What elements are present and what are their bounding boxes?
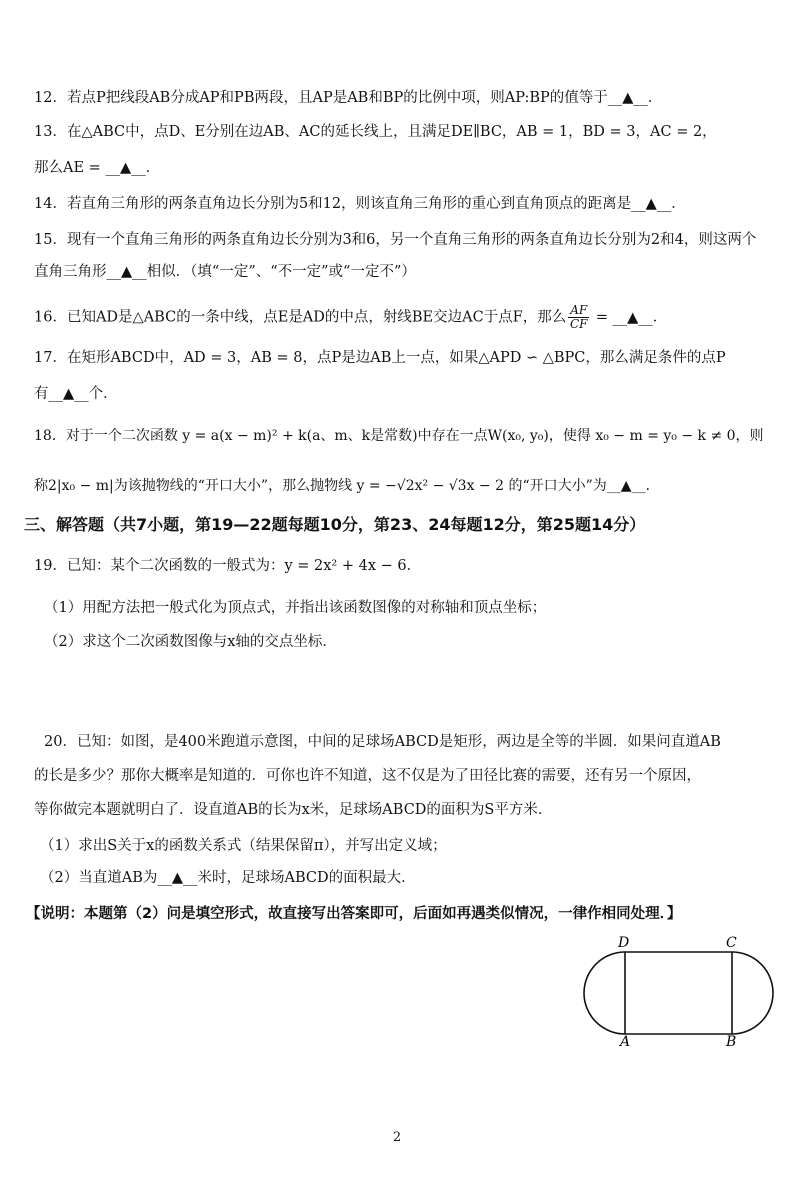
note-text: 【说明：本题第（2）问是填空形式，故直接写出答案即可，后面如再遇类似情况，一律作相同处理．】 (26, 906, 682, 922)
question-14: 14．若直角三角形的两条直角边长分别为5和12，则该直角三角形的重心到直角顶点的距离是__▲__． (34, 196, 686, 212)
question-17-line-1: 17．在矩形ABCD中，AD = 3，AB = 8，点P是边AB上一点，如果△APD ∽ △BPC，那么满足条件的点P (34, 350, 726, 366)
question-20-line-3: 等你做完本题就明白了．设直道AB的长为x米，足球场ABCD的面积为S平方米． (34, 802, 553, 818)
page-number: 2 (392, 1130, 402, 1145)
question-18-line-1: 18．对于一个二次函数 y = a(x − m)² + k(a、m、k是常数)中存在一点W(x₀, y₀)，使得 x₀ − m = y₀ − k ≠ 0，则 (34, 428, 764, 444)
track-figure (580, 930, 780, 1050)
answer-blank-18: __▲__ (606, 478, 646, 494)
fraction-af-cf: $\frac{AF}{CF}$ (569, 303, 588, 331)
question-20-part-2: （2）当直道AB为__▲__米时，足球场ABCD的面积最大． (40, 870, 416, 886)
answer-blank-16: __▲__ (612, 309, 653, 326)
question-13-line-2: 那么AE = __▲__． (34, 160, 161, 176)
label-d: D (618, 935, 630, 951)
question-19-stem: 19．已知：某个二次函数的一般式为：y = 2x² + 4x − 6． (34, 558, 422, 574)
question-15-line-2: 直角三角形__▲__相似．（填“一定”、“不一定”或“一定不”） (34, 264, 416, 280)
answer-blank-12: __▲__ (607, 90, 648, 106)
label-b: B (726, 1034, 737, 1050)
question-20-part-1: （1）求出S关于x的函数关系式（结果保留π），并写出定义域； (40, 838, 447, 854)
question-19-part-1: （1）用配方法把一般式化为顶点式，并指出该函数图像的对称轴和顶点坐标； (44, 600, 547, 616)
question-13-line-1: 13．在△ABC中，点D、E分别在边AB、AC的延长线上，且满足DE∥BC，AB = 1，BD = 3，AC = 2， (34, 124, 717, 140)
label-c: C (726, 935, 737, 951)
section-heading-3: 三、解答题（共7小题，第19—22题每题10分，第23、24每题12分，第25题14分） (24, 515, 646, 534)
q12-text: 12．若点P把线段AB分成AP和PB两段，且AP是AB和BP的比例中项，则AP:BP的值等于 (34, 90, 608, 106)
label-a: A (620, 1034, 631, 1050)
question-20-line-1: 20．已知：如图，是400米跑道示意图，中间的足球场ABCD是矩形，两边是全等的半圆．如果问直道AB (44, 734, 721, 750)
question-12: 12．若点P把线段AB分成AP和PB两段，且AP是AB和BP的比例中项，则AP:BP的值等于__▲__． (34, 90, 663, 106)
question-15-line-1: 15．现有一个直角三角形的两条直角边长分别为3和6，另一个直角三角形的两条直角边长分别为2和4，则这两个 (34, 232, 757, 248)
answer-blank-17: __▲__ (48, 386, 89, 402)
question-20-line-2: 的长是多少？那你大概率是知道的．可你也许不知道，这不仅是为了田径比赛的需要，还有另一个原因， (34, 768, 701, 784)
track-outline (584, 952, 773, 1034)
question-16: 16．已知AD是△ABC的一条中线，点E是AD的中点，射线BE交边AC于点F，那么 $\frac{AF}{CF}$ = __▲__． (34, 303, 668, 331)
question-19-part-2: （2）求这个二次函数图像与x轴的交点坐标． (44, 634, 337, 650)
question-17-line-2: 有__▲__个． (34, 386, 118, 402)
answer-blank-14: __▲__ (631, 196, 672, 212)
answer-blank-13: __▲__ (105, 160, 146, 176)
question-18-line-2: 称2|x₀ − m|为该抛物线的“开口大小”，那么抛物线 y = −√2x² − √3x − 2 的“开口大小”为__▲__． (34, 478, 660, 494)
answer-blank-20: __▲__ (157, 870, 198, 886)
answer-blank-15: __▲__ (106, 264, 147, 280)
